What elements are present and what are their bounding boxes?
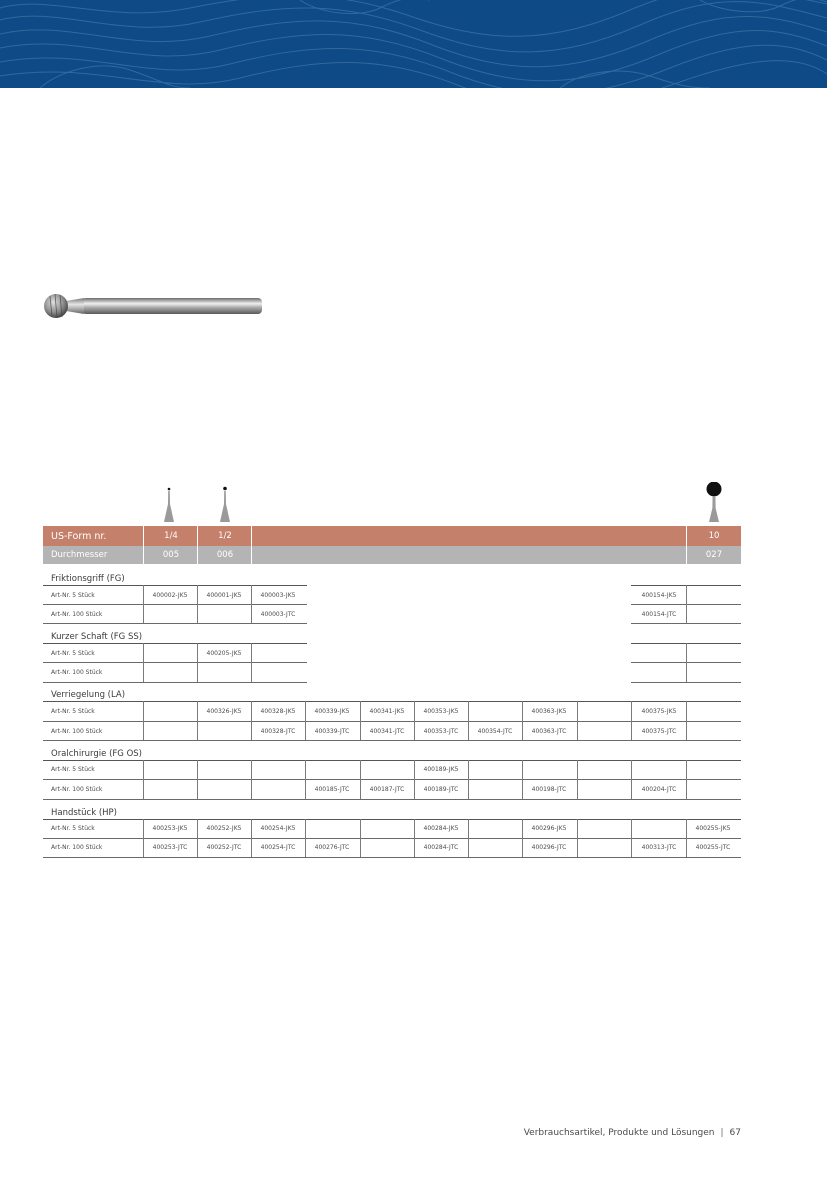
la-cell: 400339-JK5 bbox=[314, 708, 350, 715]
la-cell: 400375-JK5 bbox=[641, 708, 677, 715]
page-number: 67 bbox=[729, 1128, 741, 1138]
diameter-header-bar bbox=[43, 546, 741, 564]
row-label-la-100: Art-Nr. 100 Stück bbox=[51, 728, 103, 735]
section-title-fg: Friktionsgriff (FG) bbox=[51, 574, 125, 584]
row-label-fgos-100: Art-Nr. 100 Stück bbox=[51, 786, 103, 793]
hp-cell: 400284-JK5 bbox=[423, 825, 459, 832]
us-form-label: US-Form nr. bbox=[51, 530, 107, 542]
diameter-label: Durchmesser bbox=[51, 550, 108, 560]
row-label-hp-100: Art-Nr. 100 Stück bbox=[51, 844, 103, 851]
la-cell: 400328-JTC bbox=[260, 728, 296, 735]
la-cell: 400363-JTC bbox=[531, 728, 567, 735]
section-title-la: Verriegelung (LA) bbox=[51, 690, 126, 700]
us-form-header-bar bbox=[43, 526, 741, 546]
fg-cell: 400154-JTC bbox=[641, 611, 677, 618]
diameter-027: 027 bbox=[705, 550, 723, 560]
hp-cell: 400253-JK5 bbox=[152, 825, 188, 832]
la-cell: 400353-JK5 bbox=[423, 708, 459, 715]
diameter-005: 005 bbox=[162, 550, 180, 560]
section-title-hp: Handstück (HP) bbox=[51, 808, 117, 818]
fg-cell: 400003-JK5 bbox=[260, 592, 296, 599]
us-number-10: 10 bbox=[708, 531, 720, 541]
hp-cell: 400255-JTC bbox=[695, 844, 731, 851]
hp-cell: 400313-JTC bbox=[641, 844, 677, 851]
hp-cell: 400296-JK5 bbox=[531, 825, 567, 832]
hp-cell: 400252-JTC bbox=[206, 844, 242, 851]
hp-cell: 400252-JK5 bbox=[206, 825, 242, 832]
la-cell: 400339-JTC bbox=[314, 728, 350, 735]
section-title-fg-os: Oralchirurgie (FG OS) bbox=[51, 749, 142, 759]
row-label-fg-100: Art-Nr. 100 Stück bbox=[51, 611, 103, 618]
hp-cell: 400276-JTC bbox=[314, 844, 350, 851]
bur-shape-icon-1-4 bbox=[163, 482, 175, 530]
la-cell: 400375-JTC bbox=[641, 728, 677, 735]
hp-cell: 400253-JTC bbox=[152, 844, 188, 851]
fgos-cell: 400204-JTC bbox=[641, 786, 677, 793]
footer-separator: | bbox=[720, 1128, 724, 1138]
fgos-cell: 400189-JTC bbox=[423, 786, 459, 793]
section-title-fg-ss: Kurzer Schaft (FG SS) bbox=[51, 632, 143, 642]
page-footer bbox=[524, 1128, 741, 1138]
fg-cell: 400154-JK5 bbox=[641, 592, 677, 599]
fg-cell: 400001-JK5 bbox=[206, 592, 242, 599]
bur-shape-icon-1-2 bbox=[219, 482, 231, 530]
fg-cell: 400003-JTC bbox=[260, 611, 296, 618]
us-number-1-4: 1/4 bbox=[164, 531, 178, 541]
row-label-hp-5: Art-Nr. 5 Stück bbox=[51, 825, 95, 832]
la-cell: 400354-JTC bbox=[477, 728, 513, 735]
topographic-pattern bbox=[0, 0, 827, 88]
hp-cell: 400254-JTC bbox=[260, 844, 296, 851]
diameter-006: 006 bbox=[216, 550, 234, 560]
bur-product-image bbox=[42, 288, 264, 328]
fgos-cell: 400185-JTC bbox=[314, 786, 350, 793]
fgss-cell: 400205-JK5 bbox=[206, 650, 242, 657]
hp-cell: 400284-JTC bbox=[423, 844, 459, 851]
row-label-la-5: Art-Nr. 5 Stück bbox=[51, 708, 95, 715]
fgos-cell: 400189-JK5 bbox=[423, 766, 459, 773]
la-cell: 400341-JK5 bbox=[369, 708, 405, 715]
fgos-cell: 400187-JTC bbox=[369, 786, 405, 793]
footer-text: Verbrauchsartikel, Produkte und Lösungen bbox=[523, 1128, 715, 1138]
la-cell: 400326-JK5 bbox=[206, 708, 242, 715]
hp-cell: 400296-JTC bbox=[531, 844, 567, 851]
la-cell: 400363-JK5 bbox=[531, 708, 567, 715]
row-label-fg-5: Art-Nr. 5 Stück bbox=[51, 592, 95, 599]
fgos-cell: 400198-JTC bbox=[531, 786, 567, 793]
row-label-fgss-5: Art-Nr. 5 Stück bbox=[51, 650, 95, 657]
us-number-1-2: 1/2 bbox=[218, 531, 232, 541]
row-label-fgos-5: Art-Nr. 5 Stück bbox=[51, 766, 95, 773]
fg-cell: 400002-JK5 bbox=[152, 592, 188, 599]
la-cell: 400353-JTC bbox=[423, 728, 459, 735]
la-cell: 400328-JK5 bbox=[260, 708, 296, 715]
row-label-fgss-100: Art-Nr. 100 Stück bbox=[51, 669, 103, 676]
hp-cell: 400254-JK5 bbox=[260, 825, 296, 832]
bur-shape-icon-10 bbox=[704, 482, 724, 530]
header-banner bbox=[0, 0, 827, 88]
hp-cell: 400255-JK5 bbox=[695, 825, 731, 832]
la-cell: 400341-JTC bbox=[369, 728, 405, 735]
